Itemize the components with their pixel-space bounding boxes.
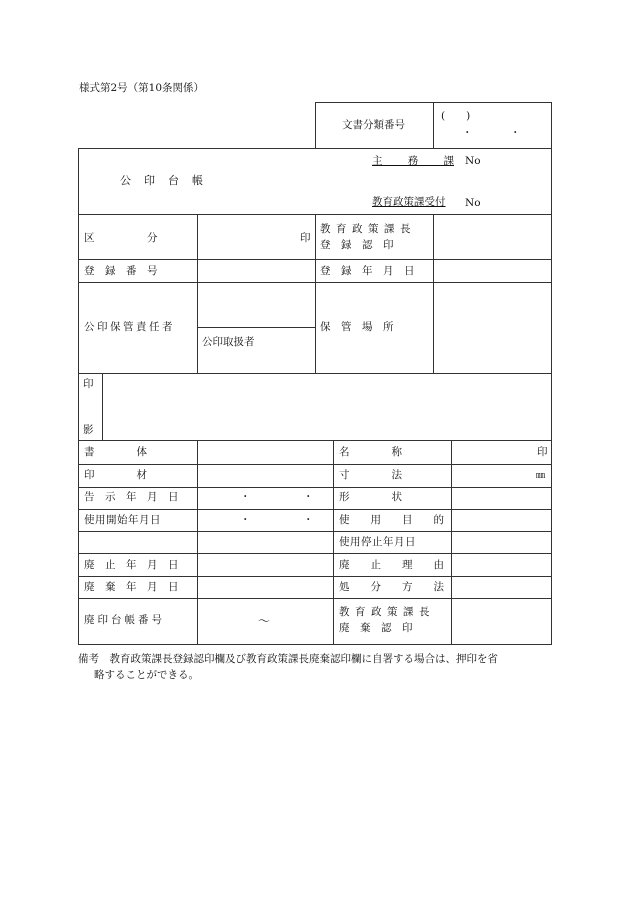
kubun-in-mark: 印: [300, 232, 311, 244]
notice-date-input[interactable]: [198, 488, 332, 508]
use-start-input[interactable]: [198, 510, 332, 530]
reception-number-input[interactable]: [480, 192, 550, 208]
purpose-input[interactable]: [452, 510, 550, 530]
dimensions-label: 寸 法: [339, 469, 402, 481]
classification-input[interactable]: [434, 103, 550, 147]
classification-dot-2: ・: [510, 127, 521, 139]
use-start-label: 使用開始年月日: [84, 514, 161, 526]
typeface-label: 書 体: [84, 446, 147, 458]
kubun-label: 区 分: [84, 232, 158, 244]
section-label: 主 務 課: [372, 154, 454, 167]
notice-date-label: 告 示 年 月 日: [84, 491, 179, 503]
handler-input[interactable]: [250, 328, 314, 372]
classification-label: 文書分類番号: [342, 119, 405, 131]
material-label: 印 材: [84, 469, 147, 481]
discard-approval-line1: 教育政策課長: [339, 606, 435, 618]
reception-no-label: No: [465, 197, 481, 209]
reg-number-input[interactable]: [198, 260, 314, 281]
range-mark: ～: [258, 614, 271, 628]
section-number-input[interactable]: [480, 150, 550, 166]
classification-dot-1: ・: [462, 127, 473, 139]
handler-label: 公印取扱者: [202, 336, 255, 348]
abolish-reason-label: 廃 止 理 由: [339, 559, 444, 571]
registration-approval-seal[interactable]: [434, 215, 550, 258]
ledger-title: 公 印 台 帳: [120, 174, 204, 187]
discarded-ledger-label: 廃印台帳番号: [84, 614, 165, 626]
impression-label-1: 印: [83, 378, 94, 390]
use-stop-label: 使用停止年月日: [339, 536, 416, 548]
impression-area[interactable]: [103, 374, 550, 439]
discard-date-label: 廃 棄 年 月 日: [84, 581, 179, 593]
name-label: 名 称: [339, 446, 402, 458]
dimensions-unit: ㎜: [536, 471, 546, 481]
disposal-method-label: 処 分 方 法: [339, 581, 444, 593]
abolish-date-input[interactable]: [198, 554, 332, 575]
remarks-line-1: 備考 教育政策課長登録認印欄及び教育政策課長廃棄認印欄に自署する場合は、押印を省: [78, 653, 498, 665]
name-suffix: 印: [537, 446, 548, 458]
notice-date-dots: ・ ・: [240, 491, 314, 503]
name-input[interactable]: [452, 441, 536, 463]
storage-input[interactable]: [434, 283, 550, 372]
typeface-input[interactable]: [198, 441, 332, 463]
impression-label-2: 影: [83, 424, 94, 436]
storage-label: 保 管 場 所: [320, 321, 394, 333]
classification-paren: ( ): [441, 110, 471, 122]
registration-approval-line2: 登 録 認 印: [320, 239, 394, 251]
responsible-label: 公印保管責任者: [84, 321, 175, 333]
shape-label: 形 状: [339, 491, 402, 503]
kubun-input[interactable]: [198, 215, 314, 258]
discard-date-input[interactable]: [198, 577, 332, 597]
registration-approval-line1: 教育政策課長: [320, 223, 416, 235]
disposal-method-input[interactable]: [452, 577, 550, 597]
shape-input[interactable]: [452, 488, 550, 508]
abolish-reason-input[interactable]: [452, 554, 550, 575]
reg-date-input[interactable]: [434, 260, 550, 281]
reception-label: 教育政策課受付: [372, 196, 446, 208]
blank-left-input[interactable]: [79, 532, 331, 552]
section-no-label: No: [465, 155, 481, 167]
material-input[interactable]: [198, 465, 332, 486]
discard-approval-line2: 廃 棄 認 印: [339, 622, 413, 634]
purpose-label: 使 用 目 的: [339, 514, 444, 526]
dimensions-input[interactable]: [452, 465, 536, 486]
form-id: 様式第2号（第10条関係）: [79, 82, 205, 94]
discarded-ledger-input[interactable]: [198, 599, 332, 643]
reg-date-label: 登 録 年 月 日: [320, 265, 415, 277]
use-stop-input[interactable]: [452, 532, 550, 552]
use-start-dots: ・ ・: [240, 514, 314, 526]
responsible-input[interactable]: [198, 283, 314, 326]
reg-number-label: 登 録 番 号: [84, 265, 158, 277]
remarks-line-2: 略することができる。: [94, 669, 199, 681]
discard-approval-seal[interactable]: [452, 599, 550, 643]
abolish-date-label: 廃 止 年 月 日: [84, 559, 179, 571]
